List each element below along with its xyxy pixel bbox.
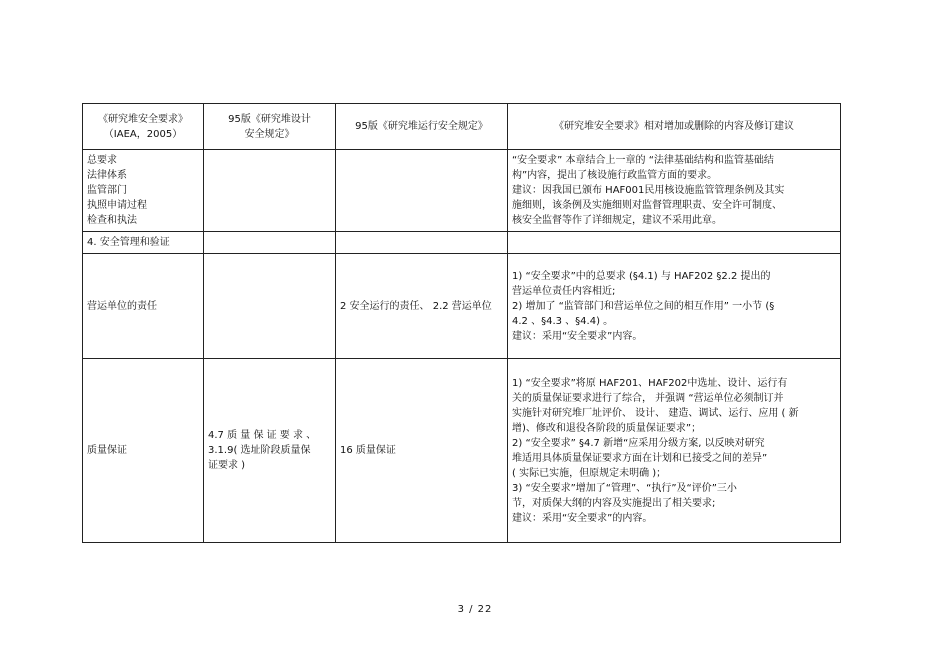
header-col3-text: 95版《研究堆运行安全规定》 xyxy=(355,121,488,132)
row-col2 xyxy=(204,150,336,232)
cell-line: 3) “安全要求”增加了“管理”、“执行”及“评价”三小 xyxy=(512,482,737,494)
cell-line: “安全要求” 本章结合上一章的 “法律基础结构和监管基础结 xyxy=(512,155,774,166)
page-number: 3 / 22 xyxy=(457,604,493,615)
cell-line: 2) 增加了 “监管部门和营运单位之间的相互作用” 一小节 (§ xyxy=(512,300,775,312)
cell-line: 营运单位责任内容相近; xyxy=(512,285,616,297)
cell-line: 4. 安全管理和验证 xyxy=(87,237,170,248)
header-col1-line: （IAEA，2005） xyxy=(103,128,183,140)
row-col4 xyxy=(508,359,841,543)
cell-line: 监管部门 xyxy=(87,185,127,196)
cell-line: 堆适用具体质量保证要求方面在计划和已接受之间的差异” xyxy=(512,452,768,464)
row-col3 xyxy=(336,232,508,254)
cell-line: 执照申请过程 xyxy=(87,200,147,211)
cell-line: 1) “安全要求”中的总要求 (§4.1) 与 HAF202 §2.2 提出的 xyxy=(512,270,771,282)
header-col4 xyxy=(508,104,841,150)
header-col2 xyxy=(204,104,336,150)
cell-line: 营运单位的责任 xyxy=(87,300,157,312)
row-col4 xyxy=(508,232,841,254)
header-col1-line: 《研究堆安全要求》 xyxy=(98,113,188,125)
row-col2 xyxy=(204,359,336,543)
table-row xyxy=(83,254,841,359)
header-col2-line: 95版《研究堆设计 xyxy=(228,113,311,125)
row-col2 xyxy=(204,232,336,254)
cell-line: 总要求 xyxy=(87,155,117,166)
header-col1 xyxy=(83,104,204,150)
row-col4 xyxy=(508,254,841,359)
header-col4-text: 《研究堆安全要求》相对增加或删除的内容及修订建议 xyxy=(554,121,794,132)
table-row xyxy=(83,232,841,254)
cell-line: 建议：因我国已颁布 HAF001民用核设施监管管理条例及其实 xyxy=(512,185,785,196)
cell-line: ( 实际已实施，但原规定未明确 )； xyxy=(512,467,667,479)
cell-line: 建议：采用“安全要求”内容。 xyxy=(512,330,643,342)
row-col1 xyxy=(83,150,204,232)
cell-line: 增)、修改和退役各阶段的质量保证要求”； xyxy=(512,422,702,434)
row-col1 xyxy=(83,359,204,543)
cell-line: 3.1.9( 选址阶段质量保 xyxy=(208,445,311,456)
row-col1 xyxy=(83,254,204,359)
cell-line: 4.7 质 量 保 证 要 求 、 xyxy=(208,430,317,441)
row-col4 xyxy=(508,150,841,232)
cell-line: 2 安全运行的责任、 2.2 营运单位 xyxy=(340,300,492,312)
cell-line: 16 质量保证 xyxy=(340,445,396,456)
cell-line: 证要求 ) xyxy=(208,460,246,471)
header-col3 xyxy=(336,104,508,150)
row-col3 xyxy=(336,254,508,359)
section-title-cell xyxy=(83,232,204,254)
cell-line: 质量保证 xyxy=(87,445,127,456)
row-col2 xyxy=(204,254,336,359)
table-row xyxy=(83,359,841,543)
table-header-row xyxy=(83,104,841,150)
row-col3 xyxy=(336,359,508,543)
cell-line: 实施针对研究堆厂址评价、 设计、 建造、调试、运行、应用 ( 新 xyxy=(512,407,799,419)
header-col2-line: 安全规定》 xyxy=(244,128,295,140)
cell-line: 关的质量保证要求进行了综合， 并强调 “营运单位必须制订并 xyxy=(512,392,784,404)
cell-line: 节，对质保大纲的内容及实施提出了相关要求; xyxy=(512,497,716,509)
cell-line: 4.2 、§4.3 、§4.4) 。 xyxy=(512,315,614,327)
cell-line: 2) “安全要求” §4.7 新增“应采用分级方案, 以反映对研究 xyxy=(512,437,765,449)
cell-line: 施细则，该条例及实施细则对监督管理职责、安全许可制度、 xyxy=(512,200,782,211)
comparison-table xyxy=(82,103,841,543)
cell-line: 构”内容，提出了核设施行政监管方面的要求。 xyxy=(512,170,718,181)
cell-line: 1) “安全要求”将原 HAF201、HAF202中选址、设计、运行有 xyxy=(512,377,788,389)
cell-line: 核安全监督等作了详细规定，建议不采用此章。 xyxy=(512,215,722,226)
row-col3 xyxy=(336,150,508,232)
cell-line: 检查和执法 xyxy=(87,215,137,226)
table-row xyxy=(83,150,841,232)
cell-line: 建议：采用“安全要求”的内容。 xyxy=(512,512,653,524)
cell-line: 法律体系 xyxy=(87,170,127,181)
